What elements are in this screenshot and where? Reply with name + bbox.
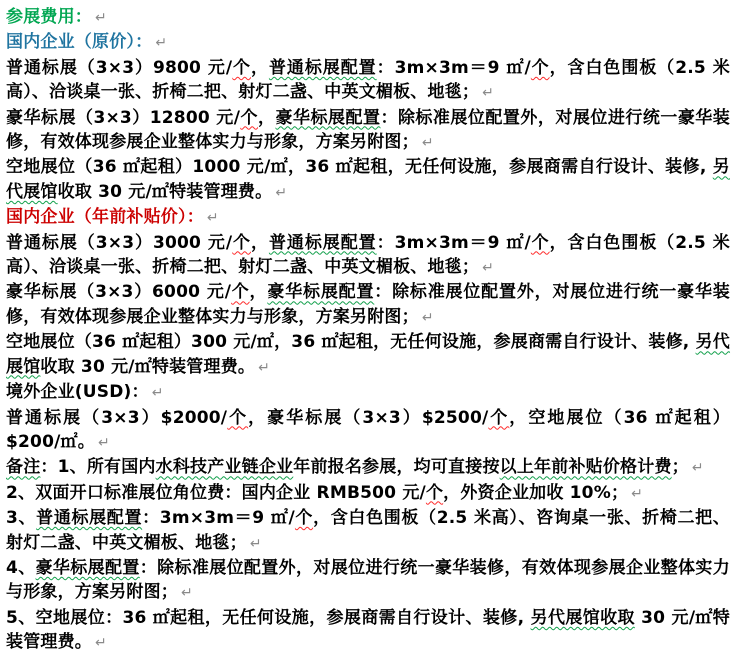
text-run: ， (250, 57, 269, 78)
paragraph-mark-icon: ↵ (151, 385, 164, 402)
paragraph-mark-icon: ↵ (95, 635, 107, 652)
paragraph-mark-icon: ↵ (631, 485, 644, 502)
text-run: ：3m×3m＝9 ㎡/ (376, 57, 531, 78)
para-overseas-prices (6, 406, 730, 456)
text-run: 国内企业（原价）： (6, 32, 153, 53)
text-run: 普通标展配置 (268, 57, 377, 78)
text-run: 境外企业(USD)： (6, 382, 149, 403)
paragraph-mark-icon: ↵ (482, 85, 495, 102)
text-run: ：除标准展位配置外，对展位进行统一豪华装修，有效体现参展企业整体实力与形象，方案另附图； (6, 107, 731, 153)
text-run: ； (671, 457, 689, 478)
text-run: 个 (240, 107, 258, 128)
text-run: ，含白色围板（2.5 米高）、洽谈桌一张、折椅二把、射灯二盏、中英文楣板、地毯； (6, 57, 731, 103)
text-run: ，含白色围板（2.5 米高）、洽谈桌一张、折椅二把、射灯二盏、中英文楣板、地毯； (6, 232, 731, 278)
text-run: 收取 30 元/㎡特装管理费。 (57, 181, 273, 202)
text-run: 个 (530, 232, 550, 253)
text-run: 普通标展配置 (268, 232, 377, 253)
heading-domestic-subsidized (6, 205, 730, 230)
text-run: 豪华标展配置 (275, 107, 381, 128)
text-run: 以上年前补贴价格计费 (499, 457, 672, 478)
paragraph-mark-icon: ↵ (691, 460, 704, 477)
text-run: 备注 (6, 457, 41, 478)
text-run: 个 (425, 482, 444, 503)
paragraph-mark-icon: ↵ (421, 135, 434, 152)
text-run: 空地展位（36 ㎡起租）300 元/㎡，36 ㎡起租，无任何设施，参展商需自行设计、装修, (6, 332, 696, 353)
heading-overseas (6, 380, 730, 405)
para-note-4 (6, 556, 730, 606)
para-standard-booth-subsidized (6, 231, 730, 281)
text-run: 个 (530, 57, 550, 78)
text-run: ， (249, 282, 268, 303)
text-run: 另代展馆收取 (530, 607, 635, 628)
para-deluxe-booth-subsidized (6, 280, 730, 330)
text-run: ，豪华标展（3×3）$2500/ (248, 407, 489, 428)
text-run: 另代展馆 (6, 332, 731, 377)
text-run: ，含白色围板（2.5 米高）、咨询桌一张、折椅二把、射灯二盏、中英文楣板、地毯； (6, 508, 731, 553)
text-run: 5、空地展位：36 ㎡起租，无任何设施，参展商需自行设计、装修, (6, 607, 531, 628)
text-run: 个 (232, 57, 251, 78)
text-run: ：3m×3m＝9 ㎡/ (142, 508, 295, 529)
text-run: 3、 (6, 508, 37, 529)
text-run: 参展费用： (6, 7, 92, 27)
text-run: 普通标展（3×3）$2000/ (6, 407, 228, 428)
para-deluxe-booth-original (6, 106, 730, 156)
text-run: 个 (227, 407, 249, 428)
text-run: 普通标展（3×3）3000 元/ (6, 232, 233, 253)
paragraph-mark-icon: ↵ (181, 585, 193, 602)
text-run: 2、双面开口标准展位角位费：国内企业 RMB500 元/ (6, 482, 426, 503)
text-run: ：1、所有国内 (40, 457, 156, 478)
text-run: 个 (488, 407, 510, 428)
text-run: 豪华标展（3×3）12800 元/ (6, 107, 241, 128)
text-run: 水科技产业链企业 (155, 457, 294, 478)
para-note-3 (6, 506, 730, 556)
text-run: 个 (232, 232, 251, 253)
text-run: ， (258, 107, 276, 128)
text-run: ：3m×3m＝9 ㎡/ (376, 232, 531, 253)
paragraph-mark-icon: ↵ (275, 184, 288, 201)
text-run: 豪华标展（3×3）6000 元/ (6, 282, 232, 303)
text-run: ，外资企业加收 10%； (443, 482, 629, 503)
para-raw-space-subsidized (6, 330, 730, 380)
text-run: 另代展馆 (6, 157, 730, 202)
para-note-1 (6, 455, 730, 480)
text-run: 豪华标展配置 (35, 557, 140, 578)
text-run: 普通标展（3×3）9800 元/ (6, 57, 233, 78)
text-run: ：除标准展位配置外，对展位进行统一豪华装修，有效体现参展企业整体实力与形象，方案另附图； (6, 557, 730, 603)
text-run: 普通标展配置 (36, 508, 143, 529)
fees-title (6, 5, 730, 30)
text-run: ， (250, 232, 269, 253)
paragraph-mark-icon: ↵ (258, 359, 271, 376)
text-run: 收取 30 元/㎡特装管理费。 (40, 356, 256, 377)
para-raw-space-original (6, 155, 730, 205)
para-note-5 (6, 606, 730, 656)
para-standard-booth-original (6, 56, 730, 106)
text-run: 个 (231, 282, 250, 303)
paragraph-mark-icon: ↵ (95, 10, 107, 26)
paragraph-mark-icon: ↵ (206, 210, 219, 227)
paragraph-mark-icon: ↵ (97, 434, 110, 451)
text-run: 个 (294, 508, 314, 529)
paragraph-mark-icon: ↵ (421, 309, 434, 326)
text-run: 30 元/㎡特装管理费。 (6, 607, 730, 653)
text-run: 空地展位（36 ㎡起租）1000 元/㎡，36 ㎡起租，无任何设施，参展商需自行设计、装修, (6, 157, 713, 178)
paragraph-mark-icon: ↵ (155, 35, 168, 52)
text-run: 豪华标展配置 (267, 282, 375, 303)
text-run: 年前报名参展，均可直接按 (293, 457, 500, 478)
paragraph-mark-icon: ↵ (249, 535, 262, 552)
text-run: 国内企业（年前补贴价）： (6, 207, 204, 228)
para-note-2 (6, 481, 730, 506)
text-run: 4、 (6, 557, 36, 578)
text-run: ：除标准展位配置外，对展位进行统一豪华装修，有效体现参展企业整体实力与形象，方案另附图； (6, 282, 731, 327)
heading-domestic-original (6, 30, 730, 55)
paragraph-mark-icon: ↵ (482, 260, 495, 277)
text-run: ，空地展位（36 ㎡起租）$200/㎡。 (6, 407, 730, 452)
